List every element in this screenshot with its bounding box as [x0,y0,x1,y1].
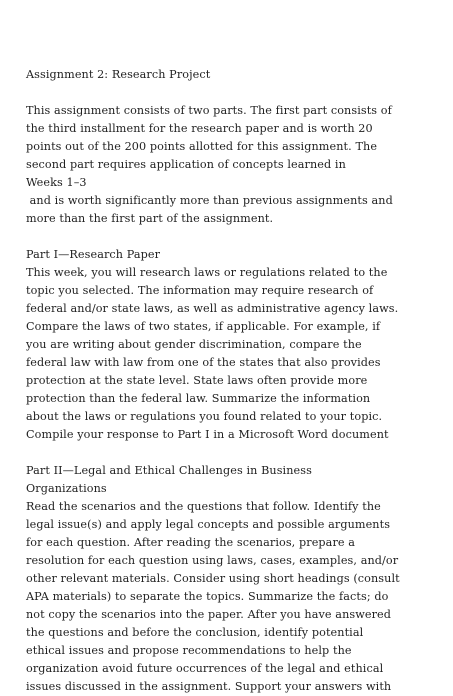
text-line: resolution for each question using laws, cases, examples, and/or [26,554,399,567]
text-line: points out of the 200 points allotted for this assignment. The [26,140,378,153]
text-line: topic you selected. The information may require research of [26,284,374,297]
text-line: protection at the state level. State laws often provide more [26,374,368,387]
text-line: federal and/or state laws, as well as administrative agency laws. [26,302,399,315]
text-line: ethical issues and propose recommendations to help the [26,644,352,657]
text-line: Compile your response to Part I in a Microsoft Word document [26,428,389,441]
text-line: legal issue(s) and apply legal concepts and possible arguments [26,518,391,531]
document-body [26,66,426,696]
text-line: organization avoid future occurrences of the legal and ethical [26,662,384,675]
paragraph-gap [26,228,426,246]
text-line: federal law with law from one of the states that also provides [26,356,381,369]
paragraph-gap [26,84,426,102]
text-line: more than the first part of the assignment. [26,212,274,225]
text-line: This week, you will research laws or regulations related to the [26,266,388,279]
text-line: Read the scenarios and the questions that follow. Identify the [26,500,381,513]
text-line: about the laws or regulations you found related to your topic. [26,410,383,423]
text-line: and is worth significantly more than previous assignments and [26,194,393,207]
part2-heading: Organizations [26,482,107,495]
text-line: second part requires application of concepts learned in [26,158,346,171]
text-line: APA materials) to separate the topics. Summarize the facts; do [26,590,389,603]
text-line: Weeks 1–3 [26,176,87,189]
part1-heading: Part I—Research Paper [26,248,161,261]
text-line: for each question. After reading the scenarios, prepare a [26,536,356,549]
text-line: you are writing about gender discrimination, compare the [26,338,362,351]
text-line: the questions and before the conclusion, identify potential [26,626,364,639]
text-line: not copy the scenarios into the paper. After you have answered [26,608,392,621]
text-line: protection than the federal law. Summarize the information [26,392,371,405]
part1-section [26,246,426,444]
part2-heading: Part II—Legal and Ethical Challenges in Business [26,464,312,477]
text-line: issues discussed in the assignment. Support your answers with [26,680,392,693]
text-line: the third installment for the research paper and is worth 20 [26,122,373,135]
intro-paragraph [26,102,426,228]
document-title: Assignment 2: Research Project [26,68,211,81]
text-line: other relevant materials. Consider using short headings (consult [26,572,400,585]
text-line: This assignment consists of two parts. The first part consists of [26,104,392,117]
paragraph-gap [26,444,426,462]
part2-section [26,462,426,696]
text-line: Compare the laws of two states, if applicable. For example, if [26,320,381,333]
